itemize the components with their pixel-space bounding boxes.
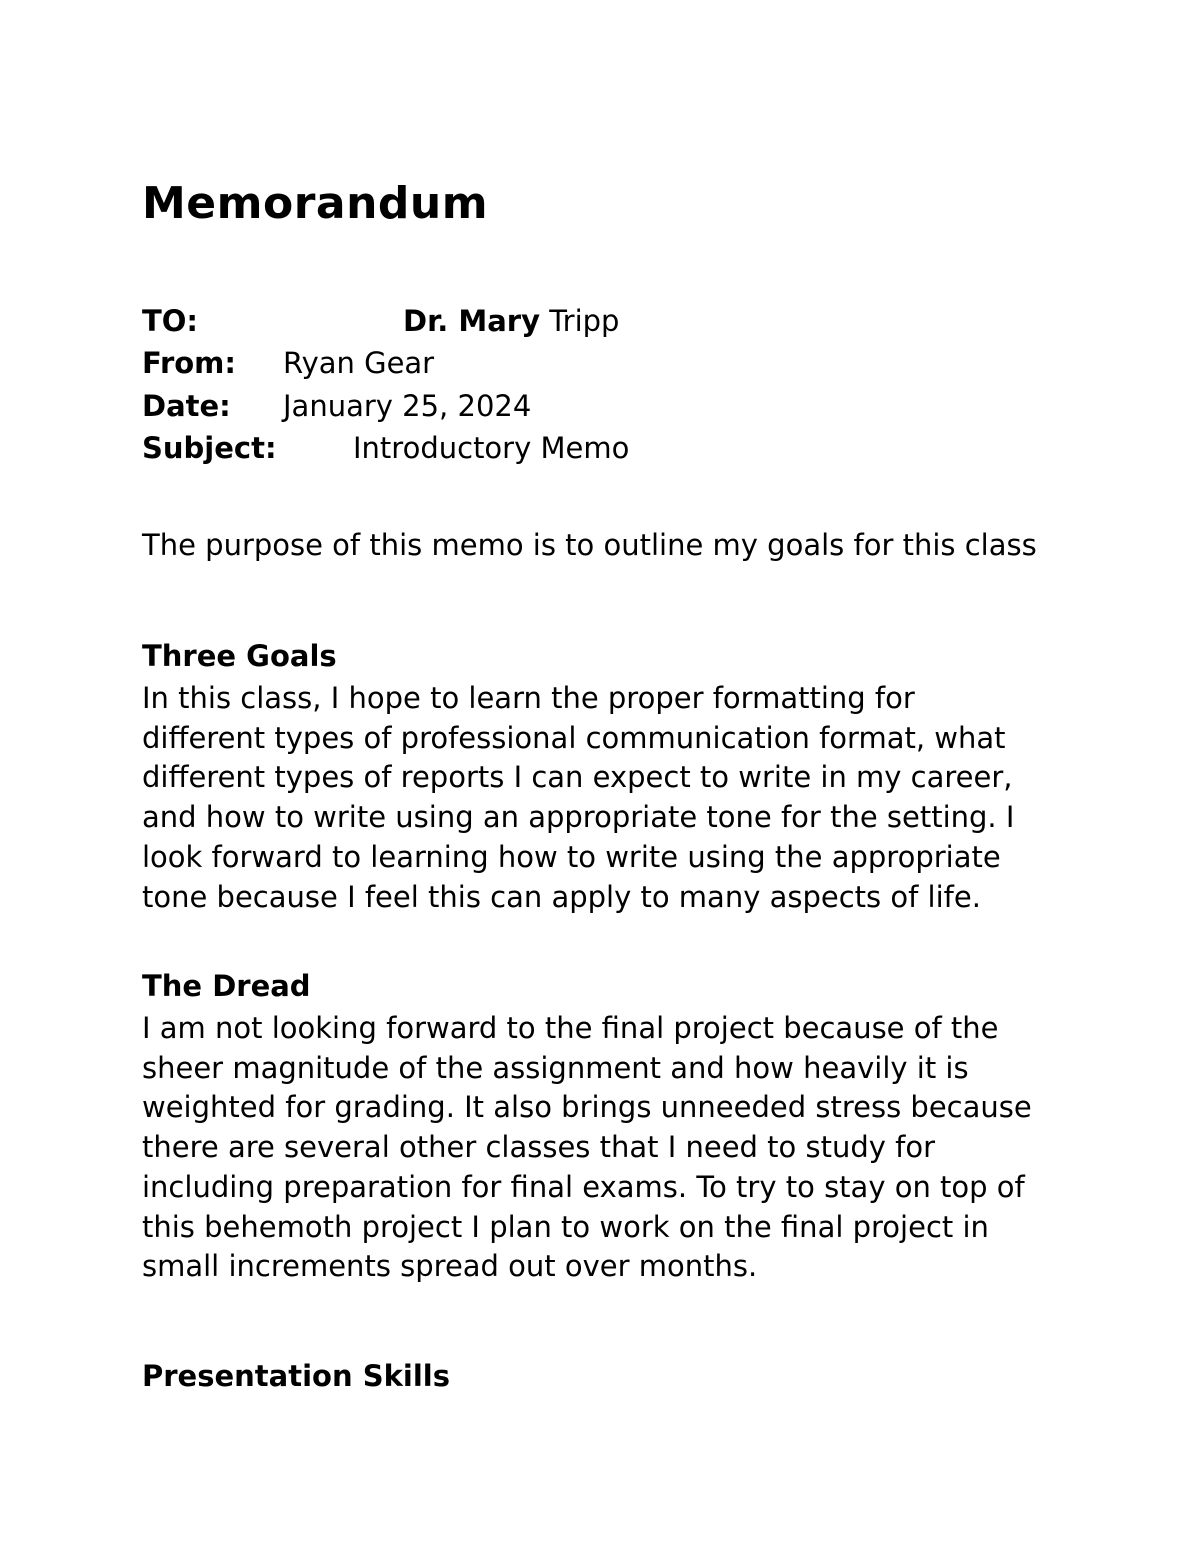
goals-line: tone because I feel this can apply to many aspects of life.: [142, 879, 981, 914]
goals-paragraph: [142, 679, 1062, 917]
date-label: Date:: [142, 389, 231, 423]
dread-line: I am not looking forward to the final project because of the: [142, 1011, 999, 1045]
to-value: [403, 303, 619, 339]
dread-line: weighted for grading. It also brings unneeded stress because: [142, 1090, 1032, 1125]
goals-line: look forward to learning how to write using the appropriate: [142, 839, 1001, 874]
presentation-heading: Presentation Skills: [142, 1359, 450, 1393]
dread-line: this behemoth project I plan to work on the final project in: [142, 1209, 989, 1244]
goals-line: In this class, I hope to learn the proper formatting for: [142, 681, 915, 715]
purpose-statement: The purpose of this memo is to outline my goals for this class: [142, 528, 1037, 562]
from-value: Ryan Gear: [283, 346, 435, 380]
date-value: January 25, 2024: [283, 389, 532, 423]
dread-line: small increments spread out over months.: [142, 1249, 758, 1284]
dread-line: sheer magnitude of the assignment and how heavily it is: [142, 1050, 969, 1085]
to-value-rest: Tripp: [540, 304, 620, 338]
subject-label: Subject:: [142, 431, 277, 465]
memo-title: Memorandum: [142, 178, 489, 229]
to-value-bold: Dr. Mary: [403, 304, 540, 338]
subject-value: Introductory Memo: [353, 431, 630, 465]
from-label: From:: [142, 346, 236, 380]
dread-paragraph: [142, 1009, 1062, 1287]
dread-line: including preparation for final exams. To try to stay on top of: [142, 1169, 1025, 1204]
dread-line: there are several other classes that I need to study for: [142, 1130, 936, 1165]
goals-heading: Three Goals: [142, 639, 337, 673]
to-label: TO:: [142, 304, 199, 338]
dread-heading: The Dread: [142, 969, 311, 1003]
goals-line: different types of reports I can expect to write in my career,: [142, 760, 1013, 795]
goals-line: and how to write using an appropriate tone for the setting. I: [142, 800, 1015, 835]
goals-line: different types of professional communication format, what: [142, 720, 1006, 755]
